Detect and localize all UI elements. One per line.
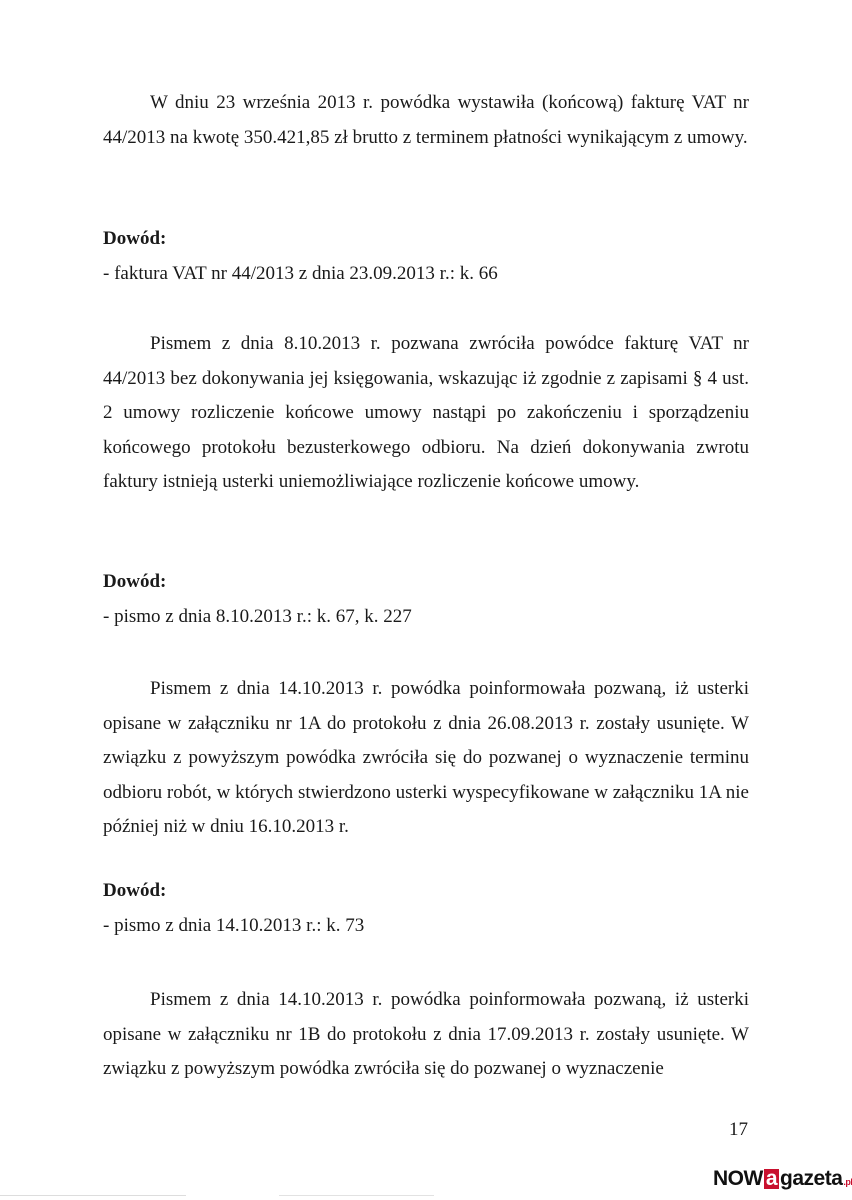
watermark-part-gazeta: gazeta — [780, 1167, 843, 1190]
evidence-item-1: - faktura VAT nr 44/2013 z dnia 23.09.2013 r.: k. 66 — [103, 263, 498, 284]
evidence-item-3: - pismo z dnia 14.10.2013 r.: k. 73 — [103, 915, 365, 936]
paragraph-2: Pismem z dnia 8.10.2013 r. pozwana zwróciła powódce fakturę VAT nr 44/2013 bez dokonywania jej księgowania, wskazując iż zgodnie z zapisami § 4 ust. 2 umowy rozliczenie końcowe umowy nastąpi po zakończeniu i sporządzeniu końcowego protokołu bezusterkowego odbioru. Na dzień dokonywania zwrotu faktury istnieją usterki uniemożliwiające rozliczenie końcowe umowy. — [103, 333, 749, 492]
evidence-heading-2: Dowód: — [103, 571, 167, 592]
watermark-part-now: NOW — [713, 1167, 763, 1190]
paragraph-4: Pismem z dnia 14.10.2013 r. powódka poinformowała pozwaną, iż usterki opisane w załączniku nr 1B do protokołu z dnia 17.09.2013 r. zostały usunięte. W związku z powyższym powódka zwróciła się do pozwanej o wyznaczenie — [103, 989, 749, 1079]
evidence-heading-1: Dowód: — [103, 228, 167, 249]
evidence-heading-3: Dowód: — [103, 880, 167, 901]
watermark-suffix: .pl — [843, 1177, 852, 1187]
watermark-part-a: a — [765, 1167, 778, 1190]
evidence-item-2: - pismo z dnia 8.10.2013 r.: k. 67, k. 227 — [103, 606, 412, 627]
paragraph-1: W dniu 23 września 2013 r. powódka wystawiła (końcową) fakturę VAT nr 44/2013 na kwotę 350.421,85 zł brutto z terminem płatności wynikającym z umowy. — [103, 92, 749, 148]
page-number: 17 — [729, 1119, 748, 1140]
paragraph-3: Pismem z dnia 14.10.2013 r. powódka poinformowała pozwaną, iż usterki opisane w załączniku nr 1A do protokołu z dnia 26.08.2013 r. zostały usunięte. W związku z powyższym powódka zwróciła się do pozwanej o wyznaczenie terminu odbioru robót, w których stwierdzono usterki wyspecyfikowane w załączniku 1A nie później niż w dniu 16.10.2013 r. — [103, 678, 749, 837]
scan-artifact-line — [0, 1195, 620, 1196]
watermark-logo — [713, 1167, 852, 1191]
